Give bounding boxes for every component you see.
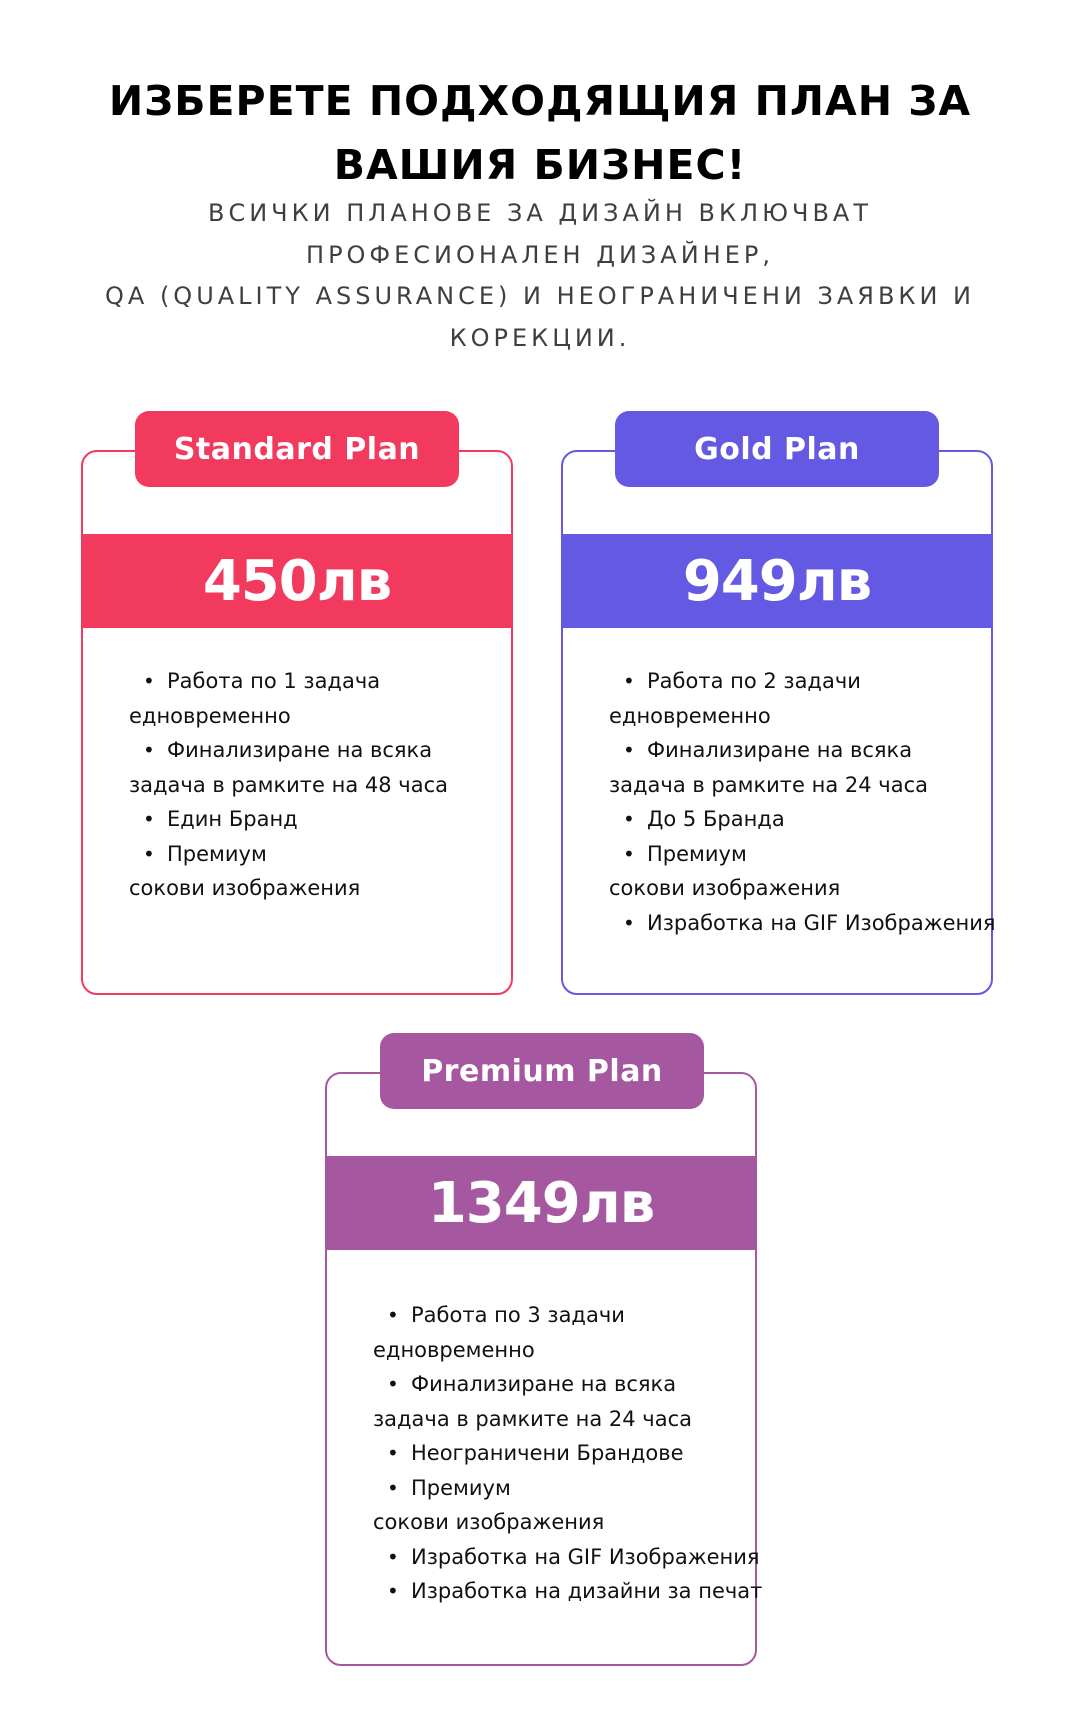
premium-plan-card[interactable] bbox=[325, 1072, 763, 1666]
feature-item-continuation: сокови изображения bbox=[373, 1510, 605, 1534]
page-title bbox=[0, 69, 1080, 197]
premium-plan-label[interactable]: Premium Plan bbox=[380, 1033, 704, 1109]
feature-item: • Изработка на GIF Изображения bbox=[373, 1540, 762, 1575]
feature-item: • Работа по 1 задача bbox=[129, 664, 448, 699]
feature-item: • Изработка на GIF Изображения bbox=[609, 906, 996, 941]
feature-item-continuation: едновременно bbox=[129, 703, 291, 728]
gold-plan-label[interactable]: Gold Plan bbox=[615, 411, 939, 487]
gold-features-list bbox=[609, 664, 996, 940]
standard-features-list bbox=[129, 664, 448, 906]
feature-item: • Работа по 3 задачи bbox=[373, 1298, 762, 1333]
feature-item: • Премиум bbox=[129, 837, 448, 872]
feature-item: • Работа по 2 задачи bbox=[609, 664, 996, 699]
page-subtitle bbox=[40, 193, 1040, 359]
feature-item-continuation: сокови изображения bbox=[129, 876, 361, 900]
feature-item: • Неограничени Брандове bbox=[373, 1436, 762, 1471]
standard-plan-price: 450лв bbox=[202, 548, 392, 614]
premium-features-list bbox=[373, 1298, 762, 1609]
standard-price-band bbox=[81, 534, 513, 628]
title-line: ВАШИЯ БИЗНЕС! bbox=[333, 141, 747, 190]
title-line: ИЗБЕРЕТЕ ПОДХОДЯЩИЯ ПЛАН ЗА bbox=[108, 77, 972, 126]
feature-item: • До 5 Бранда bbox=[609, 802, 996, 837]
feature-item: • Премиум bbox=[373, 1471, 762, 1506]
feature-item-continuation: задача в рамките на 24 часа bbox=[373, 1406, 692, 1431]
feature-item: • Финализиране на всяка bbox=[609, 733, 996, 768]
gold-plan-card[interactable] bbox=[561, 450, 996, 995]
feature-item: • Изработка на дизайни за печат bbox=[373, 1574, 762, 1609]
standard-plan-label[interactable]: Standard Plan bbox=[135, 411, 459, 487]
standard-plan-card[interactable] bbox=[81, 450, 513, 995]
feature-item-continuation: задача в рамките на 24 часа bbox=[609, 772, 928, 797]
feature-item-continuation: едновременно bbox=[373, 1337, 535, 1362]
gold-price-band bbox=[561, 534, 993, 628]
premium-plan-price: 1349лв bbox=[427, 1170, 655, 1236]
feature-item-continuation: сокови изображения bbox=[609, 876, 841, 900]
feature-item-continuation: едновременно bbox=[609, 703, 771, 728]
subtitle-line: ВСИЧКИ ПЛАНОВЕ ЗА ДИЗАЙН ВКЛЮЧВАТ bbox=[208, 199, 872, 227]
feature-item: • Финализиране на всяка bbox=[129, 733, 448, 768]
subtitle-line: ПРОФЕСИОНАЛЕН ДИЗАЙНЕР, bbox=[306, 240, 774, 269]
feature-item: • Премиум bbox=[609, 837, 996, 872]
gold-plan-price: 949лв bbox=[682, 548, 872, 614]
feature-item: • Един Бранд bbox=[129, 802, 448, 837]
feature-item-continuation: задача в рамките на 48 часа bbox=[129, 772, 448, 797]
subtitle-line: КОРЕКЦИИ. bbox=[449, 323, 631, 352]
premium-price-band bbox=[325, 1156, 757, 1250]
subtitle-line: QA (QUALITY ASSURANCE) И НЕОГРАНИЧЕНИ ЗАЯВКИ И bbox=[105, 282, 975, 310]
feature-item: • Финализиране на всяка bbox=[373, 1367, 762, 1402]
